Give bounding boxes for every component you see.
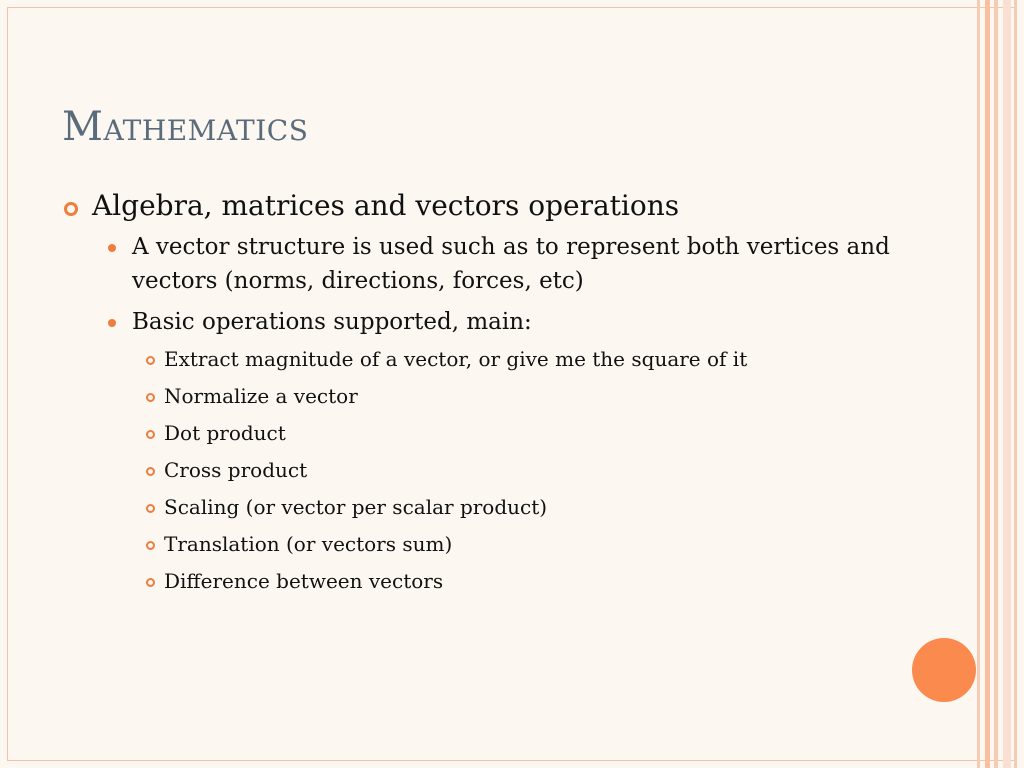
slide-content [60, 186, 960, 605]
decorative-stripe [1014, 0, 1017, 768]
ring-bullet-icon [146, 504, 155, 513]
bullet-text: Extract magnitude of a vector, or give me the square of it [164, 347, 748, 371]
bullet-level3 [60, 494, 960, 521]
bullet-level3 [60, 346, 960, 373]
bullet-level3 [60, 420, 960, 447]
bullet-text: A vector structure is used such as to represent both vertices and vectors (norms, directions, forces, etc) [132, 234, 890, 294]
bullet-text: Translation (or vectors sum) [164, 532, 453, 556]
ring-bullet-icon [64, 202, 78, 216]
decorative-stripe [1003, 0, 1011, 768]
bullet-text: Normalize a vector [164, 384, 358, 408]
bullet-level3 [60, 383, 960, 410]
slide-title: Mathematics [62, 104, 309, 150]
ring-bullet-icon [146, 578, 155, 587]
dot-bullet-icon [108, 244, 116, 252]
decorative-stripe [994, 0, 998, 768]
ring-bullet-icon [146, 430, 155, 439]
bullet-text: Basic operations supported, main: [132, 309, 532, 335]
decorative-orange-circle [912, 638, 976, 702]
ring-bullet-icon [146, 541, 155, 550]
bullet-level1 [60, 186, 960, 226]
bullet-level3 [60, 568, 960, 595]
bullet-text: Difference between vectors [164, 569, 444, 593]
bullet-text: Algebra, matrices and vectors operations [92, 189, 680, 222]
bullet-text: Cross product [164, 458, 308, 482]
ring-bullet-icon [146, 393, 155, 402]
dot-bullet-icon [108, 319, 116, 327]
ring-bullet-icon [146, 467, 155, 476]
bullet-text: Scaling (or vector per scalar product) [164, 495, 548, 519]
decorative-stripe [977, 0, 980, 768]
ring-bullet-icon [146, 356, 155, 365]
bullet-level2 [60, 230, 960, 298]
decorative-stripe [985, 0, 990, 768]
bullet-level2 [60, 305, 960, 339]
bullet-level3 [60, 457, 960, 484]
bullet-text: Dot product [164, 421, 286, 445]
bullet-level3 [60, 531, 960, 558]
